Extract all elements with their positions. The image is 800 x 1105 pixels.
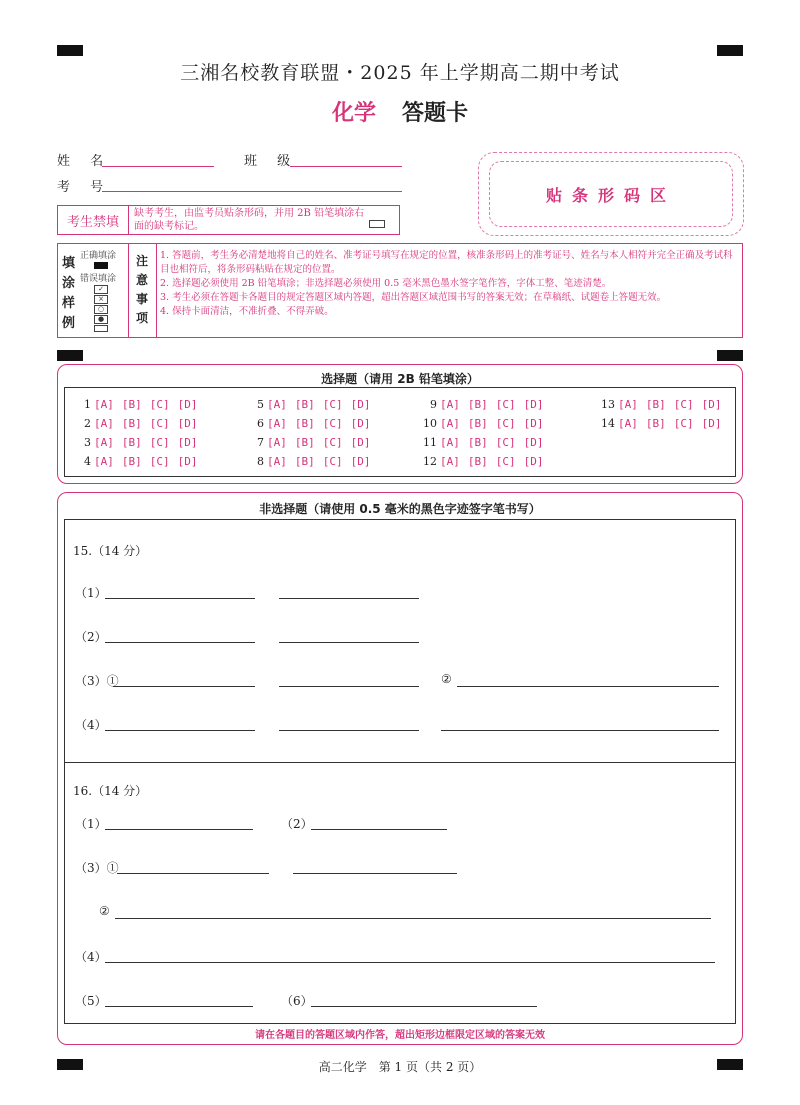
mc-option-bubble[interactable]: [D] (523, 436, 544, 449)
absent-title: 考生禁填 (58, 206, 129, 234)
q15-title: 15.（14 分） (73, 544, 148, 558)
q15-part-label: ② (441, 672, 452, 686)
mc-option-bubble[interactable]: [A] (94, 436, 114, 449)
mc-option-bubble[interactable]: [B] (467, 455, 488, 468)
mc-option-bubble[interactable]: [B] (121, 398, 142, 411)
nc-answer-area (64, 519, 736, 1024)
mc-question-number: 13 (601, 398, 615, 411)
mc-question-number: 12 (423, 455, 437, 468)
mc-question-number: 9 (430, 398, 437, 411)
q16-part-label: （3）① (75, 861, 119, 875)
notice-list (160, 249, 738, 319)
mc-question-row (250, 436, 379, 449)
notice-item: 1. 答题前，考生务必清楚地将自己的姓名、准考证号填写在规定的位置，核准条形码上的准考证号、姓名与本人相符并完全正确及考试科目也相符后，将条形码粘贴在规定的位置。 (160, 250, 733, 275)
mc-question-number: 3 (84, 436, 91, 449)
absent-text: 缺考考生，由监考员贴条形码，并用 2B 铅笔填涂右面的缺考标记。 (134, 208, 365, 232)
mc-option-bubble[interactable]: [B] (467, 417, 488, 430)
mc-option-bubble[interactable]: [D] (350, 436, 371, 449)
mc-question-row (423, 398, 552, 411)
mc-option-bubble[interactable]: [D] (523, 417, 544, 430)
mc-option-bubble[interactable]: [A] (618, 398, 638, 411)
mc-option-bubble[interactable]: [A] (440, 455, 460, 468)
mc-option-bubble[interactable]: [D] (523, 398, 544, 411)
mc-question-number: 8 (257, 455, 264, 468)
class-label: 班 级 (244, 154, 299, 169)
mc-option-bubble[interactable]: [D] (523, 455, 544, 468)
wrong-fill-check-icon: ✓ (94, 285, 108, 294)
answer-line[interactable] (279, 686, 419, 687)
mc-question-number: 14 (601, 417, 615, 430)
exam-no-label: 考 号 (57, 180, 112, 195)
class-field[interactable] (290, 166, 402, 167)
mc-option-bubble[interactable]: [D] (177, 398, 198, 411)
q16-part-label: ② (99, 904, 110, 918)
name-field[interactable] (102, 166, 214, 167)
wrong-fill-circle-icon: ○ (94, 305, 108, 314)
absent-mark-box[interactable] (369, 220, 385, 228)
mc-option-bubble[interactable]: [C] (149, 436, 170, 449)
wrong-fill-label: 错误填涂 (80, 274, 117, 284)
answer-line[interactable] (279, 730, 419, 731)
answer-line[interactable] (311, 829, 447, 830)
mc-option-bubble[interactable]: [B] (467, 436, 488, 449)
mc-option-bubble[interactable]: [C] (322, 417, 343, 430)
mc-question-row (423, 455, 552, 468)
alignment-marker (717, 45, 743, 56)
mc-option-bubble[interactable]: [D] (701, 417, 722, 430)
mc-option-bubble[interactable]: [A] (267, 417, 287, 430)
mc-option-bubble[interactable]: [C] (149, 398, 170, 411)
answer-line[interactable] (105, 962, 715, 963)
mc-option-bubble[interactable]: [C] (495, 417, 516, 430)
exam-title: 三湘名校教育联盟・2025 年上学期高二期中考试 (180, 62, 620, 84)
notice-item: 4. 保持卡面清洁，不准折叠、不得弄破。 (160, 306, 334, 317)
mc-option-bubble[interactable]: [C] (495, 398, 516, 411)
q15-part-label: （3）① (75, 674, 119, 688)
answer-line[interactable] (105, 642, 255, 643)
mc-question-row (77, 455, 206, 468)
mc-question-number: 6 (257, 417, 264, 430)
mc-option-bubble[interactable]: [D] (177, 455, 198, 468)
mc-section (57, 364, 743, 484)
mc-option-bubble[interactable]: [C] (673, 398, 694, 411)
mc-option-bubble[interactable]: [B] (294, 436, 315, 449)
mc-question-row (77, 398, 206, 411)
mc-option-bubble[interactable]: [A] (267, 436, 287, 449)
q16-part-label: （2） (281, 817, 313, 831)
alignment-marker (57, 45, 83, 56)
mc-option-bubble[interactable]: [C] (673, 417, 694, 430)
mc-option-bubble[interactable]: [A] (267, 455, 287, 468)
notice-section (57, 243, 743, 338)
mc-option-bubble[interactable]: [A] (94, 417, 114, 430)
mc-option-bubble[interactable]: [C] (149, 417, 170, 430)
notice-title: 注意事项 (136, 254, 149, 325)
q16-part-label: （5） (75, 994, 107, 1008)
answer-line[interactable] (279, 642, 419, 643)
mc-option-bubble[interactable]: [C] (495, 436, 516, 449)
mc-option-bubble[interactable]: [C] (322, 398, 343, 411)
mc-title: 选择题（请用 2B 铅笔填涂） (321, 372, 479, 386)
nc-title: 非选择题（请使用 0.5 毫米的黑色字迹签字笔书写） (259, 502, 541, 516)
mc-option-bubble[interactable]: [A] (267, 398, 287, 411)
mc-question-row (250, 417, 379, 430)
answer-line[interactable] (113, 686, 255, 687)
mc-question-number: 4 (84, 455, 91, 468)
mc-option-bubble[interactable]: [B] (467, 398, 488, 411)
notice-item: 3. 考生必须在答题卡各题目的规定答题区域内答题，超出答题区域范围书写的答案无效；在草稿纸、试题卷上答题无效。 (160, 292, 667, 303)
mc-question-row (601, 417, 730, 430)
fill-example-title: 填涂样例 (62, 256, 76, 331)
q15-part-label: （1） (75, 586, 107, 600)
correct-fill-label: 正确填涂 (80, 251, 117, 261)
nc-footnote: 请在各题目的答题区域内作答，超出矩形边框限定区域的答案无效 (255, 1030, 545, 1041)
mc-option-bubble[interactable]: [C] (322, 436, 343, 449)
correct-fill-mark (94, 262, 108, 269)
question-divider (65, 762, 735, 763)
q15-part-label: （4） (75, 718, 107, 732)
barcode-label: 贴条形码区 (489, 161, 733, 227)
mc-option-bubble[interactable]: [C] (149, 455, 170, 468)
mc-option-bubble[interactable]: [B] (121, 455, 142, 468)
mc-question-row (601, 398, 730, 411)
q16-part-label: （4） (75, 950, 107, 964)
mc-question-number: 1 (84, 398, 91, 411)
answer-line[interactable] (117, 873, 269, 874)
mc-option-bubble[interactable]: [D] (350, 455, 371, 468)
nc-section (57, 492, 743, 1045)
mc-grid (64, 387, 736, 477)
barcode-area (478, 152, 744, 236)
fill-example (58, 244, 129, 337)
mc-question-number: 10 (423, 417, 437, 430)
subject-label: 化学 (331, 100, 376, 126)
mc-option-bubble[interactable]: [B] (645, 417, 666, 430)
card-subtitle (0, 96, 800, 127)
mc-option-bubble[interactable]: [A] (94, 455, 114, 468)
mc-question-number: 7 (257, 436, 264, 449)
answer-line[interactable] (105, 829, 253, 830)
name-label: 姓 名 (57, 154, 112, 169)
mc-option-bubble[interactable]: [D] (177, 436, 198, 449)
mc-question-number: 2 (84, 417, 91, 430)
alignment-marker (57, 350, 83, 361)
mc-option-bubble[interactable]: [B] (294, 417, 315, 430)
mc-option-bubble[interactable]: [B] (294, 455, 315, 468)
mc-option-bubble[interactable]: [B] (121, 436, 142, 449)
mc-option-bubble[interactable]: [A] (618, 417, 638, 430)
mc-option-bubble[interactable]: [A] (440, 398, 460, 411)
q15-part-label: （2） (75, 630, 107, 644)
answer-line[interactable] (105, 598, 255, 599)
mc-question-row (423, 436, 552, 449)
wrong-fill-line-icon (94, 325, 108, 332)
q16-part-label: （6） (281, 994, 313, 1008)
q16-part-label: （1） (75, 817, 107, 831)
answer-line[interactable] (279, 598, 419, 599)
mc-question-row (423, 417, 552, 430)
alignment-marker (717, 350, 743, 361)
q16-title: 16.（14 分） (73, 784, 148, 798)
mc-option-bubble[interactable]: [D] (177, 417, 198, 430)
page-number: 高二化学 第 1 页（共 2 页） (318, 1060, 482, 1074)
answer-line[interactable] (105, 730, 255, 731)
mc-option-bubble[interactable]: [B] (645, 398, 666, 411)
mc-question-row (77, 417, 206, 430)
mc-option-bubble[interactable]: [D] (350, 417, 371, 430)
wrong-fill-cross-icon: × (94, 295, 108, 304)
card-label: 答题卡 (402, 100, 469, 126)
answer-line[interactable] (457, 686, 719, 687)
absent-section (57, 205, 400, 235)
notice-item: 2. 选择题必须使用 2B 铅笔填涂；非选择题必须使用 0.5 毫米黑色墨水签字笔作答，字体工整、笔迹清楚。 (160, 278, 612, 289)
exam-no-field[interactable] (102, 191, 402, 192)
mc-option-bubble[interactable]: [C] (322, 455, 343, 468)
mc-question-row (250, 455, 379, 468)
mc-question-row (250, 398, 379, 411)
wrong-fill-dot-icon: ● (94, 315, 108, 324)
mc-question-number: 11 (423, 436, 437, 449)
mc-option-bubble[interactable]: [B] (121, 417, 142, 430)
mc-option-bubble[interactable]: [C] (495, 455, 516, 468)
mc-option-bubble[interactable]: [D] (701, 398, 722, 411)
mc-option-bubble[interactable]: [B] (294, 398, 315, 411)
answer-line[interactable] (441, 730, 719, 731)
mc-question-number: 5 (257, 398, 264, 411)
mc-question-row (77, 436, 206, 449)
answer-line[interactable] (293, 873, 457, 874)
answer-line[interactable] (105, 1006, 253, 1007)
mc-option-bubble[interactable]: [D] (350, 398, 371, 411)
answer-line[interactable] (311, 1006, 537, 1007)
notice-title-col (128, 244, 157, 337)
mc-option-bubble[interactable]: [A] (440, 417, 460, 430)
answer-line[interactable] (115, 918, 711, 919)
mc-option-bubble[interactable]: [A] (440, 436, 460, 449)
mc-option-bubble[interactable]: [A] (94, 398, 114, 411)
